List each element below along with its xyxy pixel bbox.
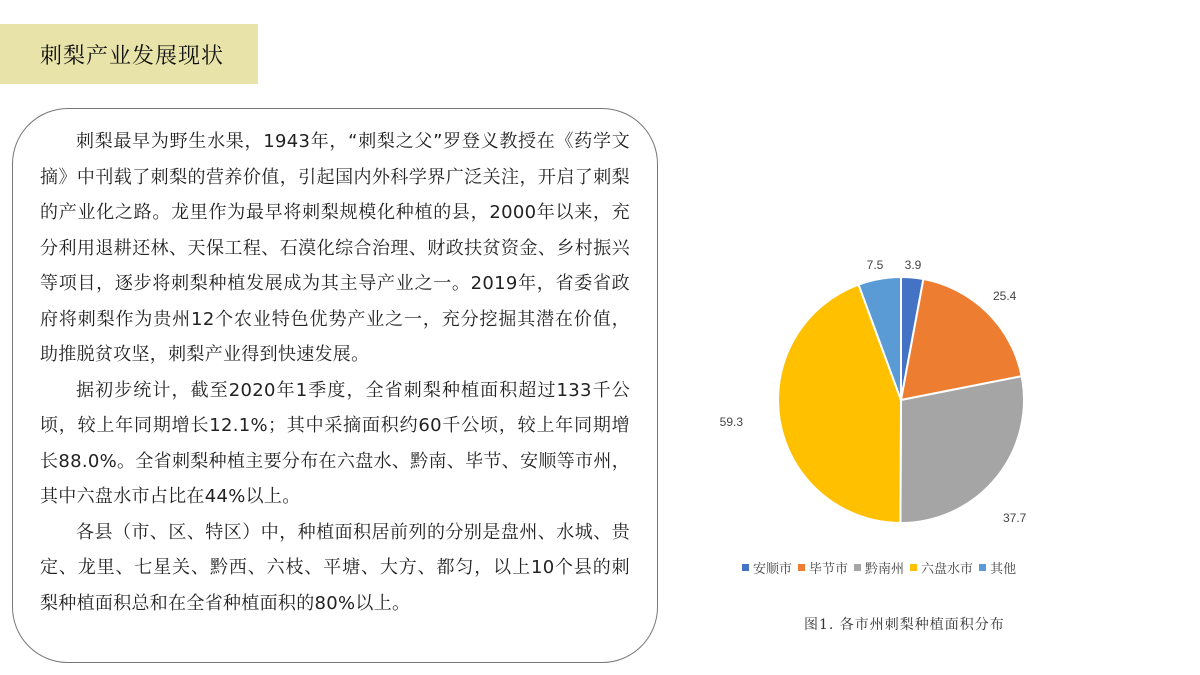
pie-data-label-1: 3.9: [904, 258, 922, 272]
legend-item-2: [798, 558, 848, 577]
pie-data-label-2: 25.4: [993, 289, 1017, 303]
pie-data-label-4: 59.3: [719, 415, 743, 429]
legend-label: 六盘水市: [921, 561, 974, 577]
legend-swatch: [854, 564, 861, 571]
paragraph-3: 各县（市、区、特区）中，种植面积居前列的分别是盘州、水城、贵定、龙里、七星关、黔西、六枝、平塘、大方、都匀，以上10个县的刺梨种植面积总和在全省种植面积的80%以上。: [40, 521, 630, 614]
legend-label: 其他: [990, 561, 1017, 577]
page-title: 刺梨产业发展现状: [40, 43, 225, 69]
legend-label: 黔南州: [865, 561, 905, 577]
legend-swatch: [979, 564, 986, 571]
legend-swatch: [798, 564, 805, 571]
chart-legend: [742, 556, 1022, 578]
legend-item-1: [742, 558, 792, 577]
pie-data-label-3: 37.7: [1003, 511, 1027, 525]
paragraph-1: 刺梨最早为野生水果，1943年，“刺梨之父”罗登义教授在《药学文摘》中刊载了刺梨的营养价值，引起国内外科学界广泛关注，开启了刺梨的产业化之路。龙里作为最早将刺梨规模化种植的县，2000年以来，充分利用退耕还林、天保工程、石漠化综合治理、财政扶贫资金、乡村振兴等项目，逐步将刺梨种植发展成为其主导产业之一。2019年，省委省政府将刺梨作为贵州12个农业特色优势产业之一，充分挖掘其潜在价值，助推脱贫攻坚，刺梨产业得到快速发展。: [40, 131, 630, 365]
legend-item-4: [910, 558, 973, 577]
legend-swatch: [742, 564, 749, 571]
paragraph-2: 据初步统计，截至2020年1季度，全省刺梨种植面积超过133千公顷，较上年同期增长12.1%；其中采摘面积约60千公顷，较上年同期增长88.0%。全省刺梨种植主要分布在六盘水、黔南、毕节、安顺等市州，其中六盘水市占比在44%以上。: [40, 379, 630, 507]
title-banner: [0, 24, 258, 84]
pie-chart-svg: [700, 230, 1120, 560]
legend-swatch: [910, 564, 917, 571]
pie-chart: [700, 230, 1120, 560]
legend-item-3: [854, 558, 904, 577]
figure-caption: 图1. 各市州刺梨种植面积分布: [804, 617, 1005, 633]
pie-slice-3: [900, 376, 1024, 523]
legend-label: 安顺市: [753, 561, 793, 577]
pie-data-label-5: 7.5: [866, 258, 884, 272]
legend-item-5: [979, 558, 1016, 577]
legend-label: 毕节市: [809, 561, 849, 577]
article-body: [40, 124, 630, 621]
